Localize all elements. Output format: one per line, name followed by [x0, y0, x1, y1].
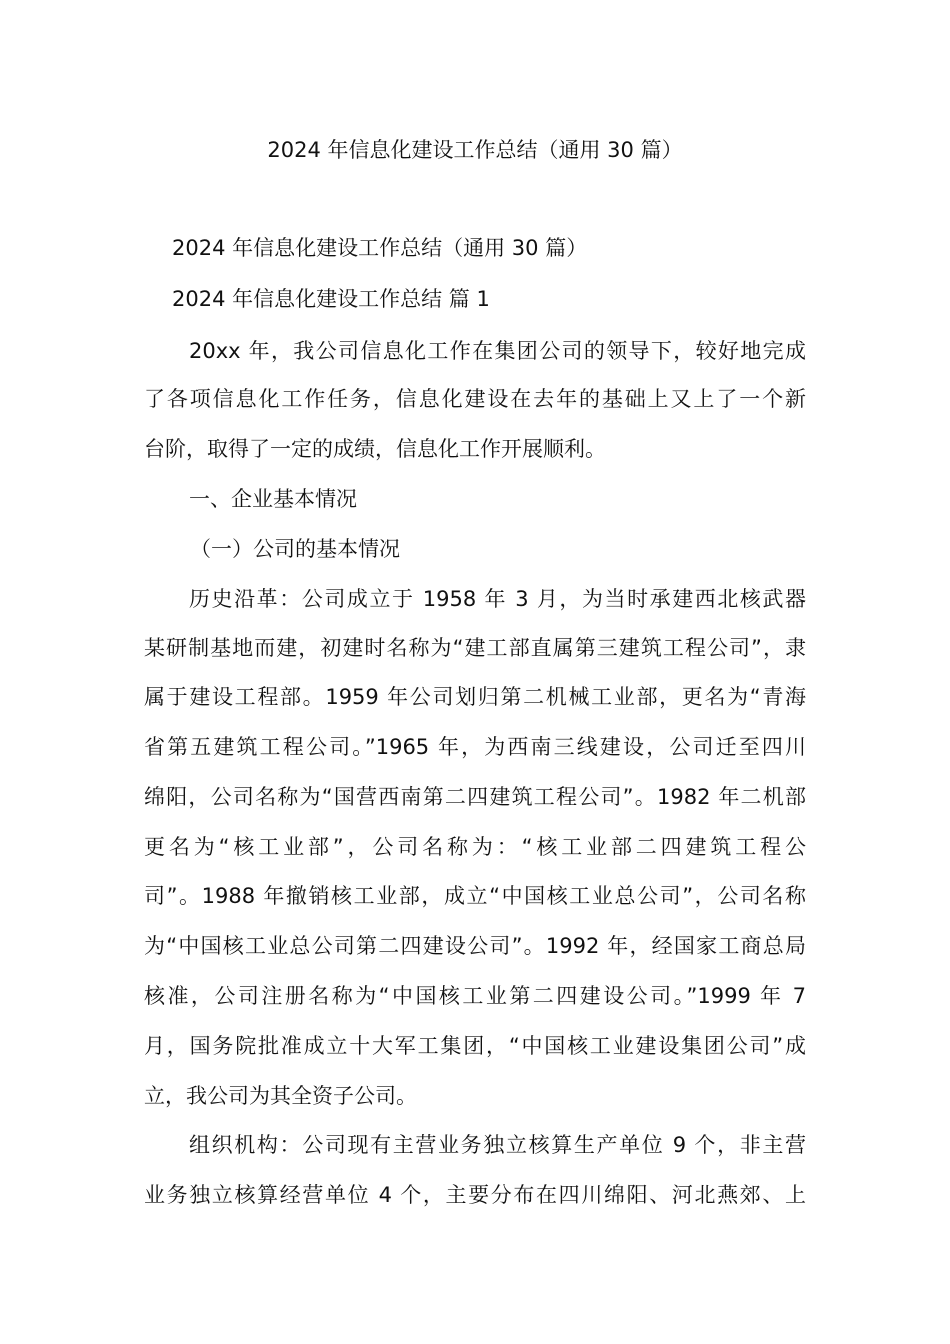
paragraph-line: 组织机构：公司现有主营业务独立核算生产单位 9 个，非主营 — [189, 1133, 806, 1157]
paragraph-line: 历史沿革：公司成立于 1958 年 3 月，为当时承建西北核武器 — [189, 587, 806, 611]
paragraph-line: 核准，公司注册名称为“中国核工业第二四建设公司。”1999 年 7 — [144, 984, 806, 1008]
document-subtitle: 2024 年信息化建设工作总结（通用 30 篇） — [172, 236, 588, 260]
paragraph-line: 司”。1988 年撤销核工业部，成立“中国核工业总公司”，公司名称 — [144, 884, 806, 908]
subsection-heading: （一）公司的基本情况 — [190, 537, 400, 561]
paragraph-line: 20xx 年，我公司信息化工作在集团公司的领导下，较好地完成 — [189, 339, 806, 363]
paragraph-line: 绵阳，公司名称为“国营西南第二四建筑工程公司”。1982 年二机部 — [144, 785, 806, 809]
paragraph-line: 更名为“核工业部”，公司名称为：“核工业部二四建筑工程公 — [144, 835, 806, 859]
paragraph-line: 台阶，取得了一定的成绩，信息化工作开展顺利。 — [144, 437, 606, 461]
paragraph-line: 省第五建筑工程公司。”1965 年，为西南三线建设，公司迁至四川 — [144, 735, 806, 759]
paragraph-line: 为“中国核工业总公司第二四建设公司”。1992 年，经国家工商总局 — [144, 934, 806, 958]
paragraph-line: 了各项信息化工作任务，信息化建设在去年的基础上又上了一个新 — [144, 387, 806, 411]
paragraph-line: 月，国务院批准成立十大军工集团，“中国核工业建设集团公司”成 — [144, 1034, 806, 1058]
section-heading: 一、企业基本情况 — [189, 487, 357, 511]
chapter-heading: 2024 年信息化建设工作总结 篇 1 — [172, 287, 490, 311]
document-title: 2024 年信息化建设工作总结（通用 30 篇） — [267, 138, 683, 162]
paragraph-line: 某研制基地而建，初建时名称为“建工部直属第三建筑工程公司”，隶 — [144, 636, 806, 660]
paragraph-line: 业务独立核算经营单位 4 个，主要分布在四川绵阳、河北燕郊、上 — [144, 1183, 806, 1207]
paragraph-line: 属于建设工程部。1959 年公司划归第二机械工业部，更名为“青海 — [144, 685, 806, 709]
paragraph-line: 立，我公司为其全资子公司。 — [144, 1084, 417, 1108]
